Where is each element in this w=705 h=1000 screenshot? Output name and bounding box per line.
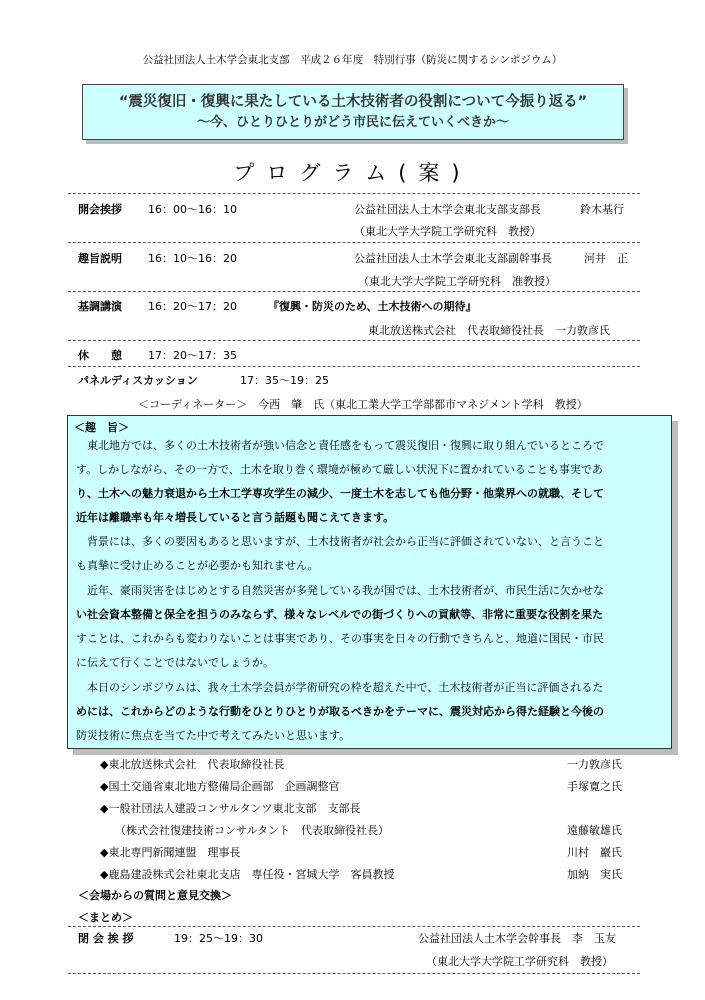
opening-affil: （東北大学大学院工学研究科 教授） [354,225,541,238]
purpose-line: 本日のシンポジウムは、我々土木学会員が学術研究の枠を超えた中で、土木技術者が正当に評価されるた [76,681,604,694]
keynote-label: 基調講演 [78,300,122,313]
panel-label: パネルディスカッション [78,374,198,387]
program-title: プログラム(案) [233,161,472,185]
break-label: 休 憩 [78,349,122,362]
purpose-line: り、土木への魅力衰退から土木工学専攻学生の減少、一度土木を志しても他分野・他業界への就職、そして [76,487,604,500]
keynote-affil: 東北放送株式会社 代表取締役社長 一力敦彦氏 [368,324,610,337]
subtitle: ～今、ひとりひとりがどう市民に伝えていくべきか～ [196,115,509,130]
closing-time: 19：25～19：30 [174,932,263,945]
divider [68,366,640,367]
purpose-line: も真摯に受け止めることが必要かも知れません。 [76,559,319,572]
purpose-line: めには、これからどのような行動をひとりひとりが取るべきかをテーマに、震災対応から得た経験と今後の [76,705,604,718]
panelist-name: 一力敦彦氏 [567,758,622,771]
keynote-time: 16：20～17：20 [148,300,237,313]
purpose-heading: ＜趣 旨＞ [74,421,129,434]
purpose-affil: （東北大学大学院工学研究科 准教授） [358,275,556,288]
purpose-line: すことは、これからも変わりないことは事実であり、その事実を日々の行動できちんと、地道に国民・市民 [76,632,604,645]
purpose-line: い社会資本整備と保全を担うのみならず、様々なレベルでの街づくりへの貢献等、非常に重要な役割を果た [76,608,604,621]
closing-label: 閉 会 挨 拶 [78,932,134,945]
break-time: 17：20～17：35 [148,349,237,362]
panelist-name: 手塚寛之氏 [567,780,622,793]
purpose-box [67,415,672,749]
closing-role: 公益社団法人土木学会幹事長 李 玉友 [418,932,616,945]
purpose-line: す。しかしながら、その一方で、土木を取り巻く環境が極めて厳しい状況下に置かれていることも事実であ [76,463,603,476]
panel-time: 17：35～19：25 [240,374,329,387]
coordinator: ＜コーディネーター＞ 今西 肇 氏（東北工業大学工学部都市マネジメント学科 教授） [138,398,588,411]
panelist-org: （株式会社復建技術コンサルタント 代表取締役社長） [115,824,390,837]
closing-affil: （東北大学大学院工学研究科 教授） [426,955,613,968]
main-title: “震災復旧・復興に果たしている土木技術者の役割について今振り返る” [118,94,588,110]
opening-label: 開会挨拶 [78,203,122,216]
purpose-line: 防災技術に焦点を当てた中で考えてみたいと思います。 [76,729,351,742]
panelist-name: 遠藤敏雄氏 [567,824,622,837]
panelist-org: ◆国土交通省東北地方整備局企画部 企画調整官 [100,780,340,793]
opening-time: 16：00～16：10 [148,203,237,216]
purpose-line: 東北地方では、多くの土木技術者が強い信念と責任感をもって震災復旧・復興に取り組んでいるところで [76,439,604,452]
qa-heading: ＜会場からの質問と意見交換＞ [78,889,232,902]
divider [68,193,640,194]
purpose-line: 近年は離職率も年々増長していると言う話題も聞こえてきます。 [76,511,395,524]
title-box [82,84,624,140]
panelist-org: ◆一般社団法人建設コンサルタンツ東北支部 支部長 [100,802,361,815]
event-header: 公益社団法人土木学会東北支部 平成２６年度 特別行事（防災に関するシンポジウム） [142,54,563,66]
panelist-name: 加納 実氏 [567,868,622,881]
purpose-name: 河井 正 [584,252,628,265]
purpose-line: 背景には、多くの要因もあると思いますが、土木技術者が社会から正当に評価されていない、と言うこと [76,535,604,548]
panelist-org: ◆東北専門新聞連盟 理事長 [100,846,241,859]
panelist-org: ◆東北放送株式会社 代表取締役社長 [100,758,285,771]
divider [68,340,640,341]
purpose-label: 趣旨説明 [78,252,122,265]
divider [68,291,640,292]
divider [68,926,640,927]
opening-role: 公益社団法人土木学会東北支部支部長 [354,203,541,216]
purpose-line: 近年、豪雨災害をはじめとする自然災害が多発している我が国では、土木技術者が、市民生活に欠かせな [76,584,604,597]
opening-name: 鈴木基行 [580,203,624,216]
summary-heading: ＜まとめ＞ [78,911,133,924]
purpose-role: 公益社団法人土木学会東北支部副幹事長 [354,252,552,265]
purpose-line: に伝えて行くことではないでしょうか。 [76,656,274,669]
panelist-org: ◆鹿島建設株式会社東北支店 専任役・宮城大学 客員教授 [100,868,395,881]
keynote-topic: 『復興・防災のため、土木技術への期待』 [268,300,477,313]
purpose-time: 16：10～16：20 [148,252,237,265]
divider [68,242,640,243]
divider [68,973,640,974]
panelist-name: 川村 巖氏 [567,846,622,859]
